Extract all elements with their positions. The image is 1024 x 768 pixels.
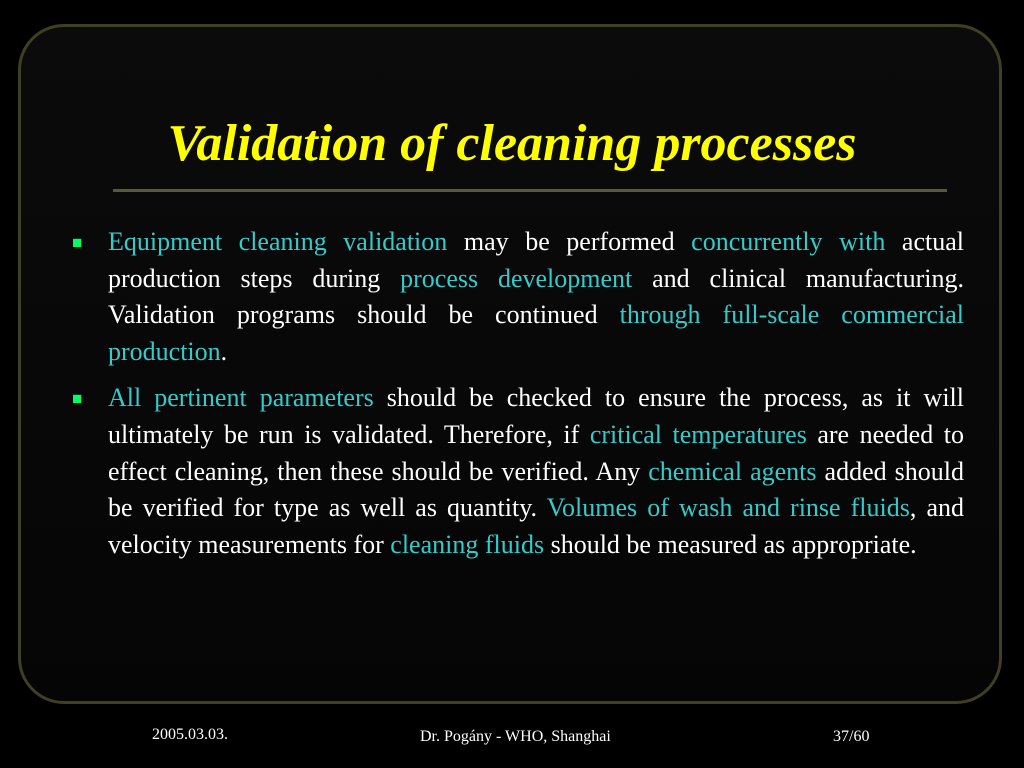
bullet-1-segment-5: process development (400, 263, 633, 293)
bullet-1-segment-2: may be performed (447, 227, 692, 256)
footer-date: 2005.03.03. (152, 726, 228, 743)
bullet-2-segment-5: chemical agents (648, 456, 817, 486)
bullet-2-segment-7: Volumes of wash and rinse fluids (546, 493, 910, 523)
bullet-1-segment-1: Equipment cleaning validation (108, 227, 448, 256)
bullet-2-segment-1: All pertinent parameters (108, 383, 374, 413)
bullet-1-segment-7: through full-scale commercial production (108, 300, 964, 366)
bullet-1-segment-8: . (220, 336, 228, 366)
footer-presenter: Dr. Pogány - WHO, Shanghai (420, 728, 611, 745)
bullet-1-segment-6: and clinical manufacturing. Validation programs should be continued (108, 263, 965, 330)
bullet-text-1 (108, 227, 964, 366)
square-bullet-icon: ■ (72, 233, 83, 252)
bullet-2-segment-9: cleaning fluids (390, 529, 545, 559)
title-divider (113, 189, 947, 192)
footer-page-number: 37/60 (833, 728, 870, 745)
bullet-2-segment-2: should be checked to ensure the process, as it will ultimately be run is validated. Therefore, if (108, 383, 964, 449)
bullet-item-1 (70, 224, 964, 370)
bullet-1-segment-3: concurrently with (691, 227, 886, 256)
bullet-2-segment-4: are needed to effect cleaning, then these should be verified. Any (108, 419, 964, 486)
bullet-1-segment-4: actual production steps during (108, 227, 964, 293)
square-bullet-icon: ■ (72, 389, 83, 409)
bullet-2-segment-8: , and velocity measurements for (108, 493, 964, 559)
slide-body (70, 224, 964, 573)
bullet-text-2 (108, 383, 964, 558)
bullet-2-segment-3: critical temperatures (589, 419, 807, 449)
bullet-2-segment-6: added should be verified for type as well as quantity. (108, 456, 964, 523)
bullet-item-2 (70, 380, 964, 563)
bullet-2-segment-10: should be measured as appropriate. (544, 529, 917, 559)
slide-title: Validation of cleaning processes (167, 115, 857, 172)
